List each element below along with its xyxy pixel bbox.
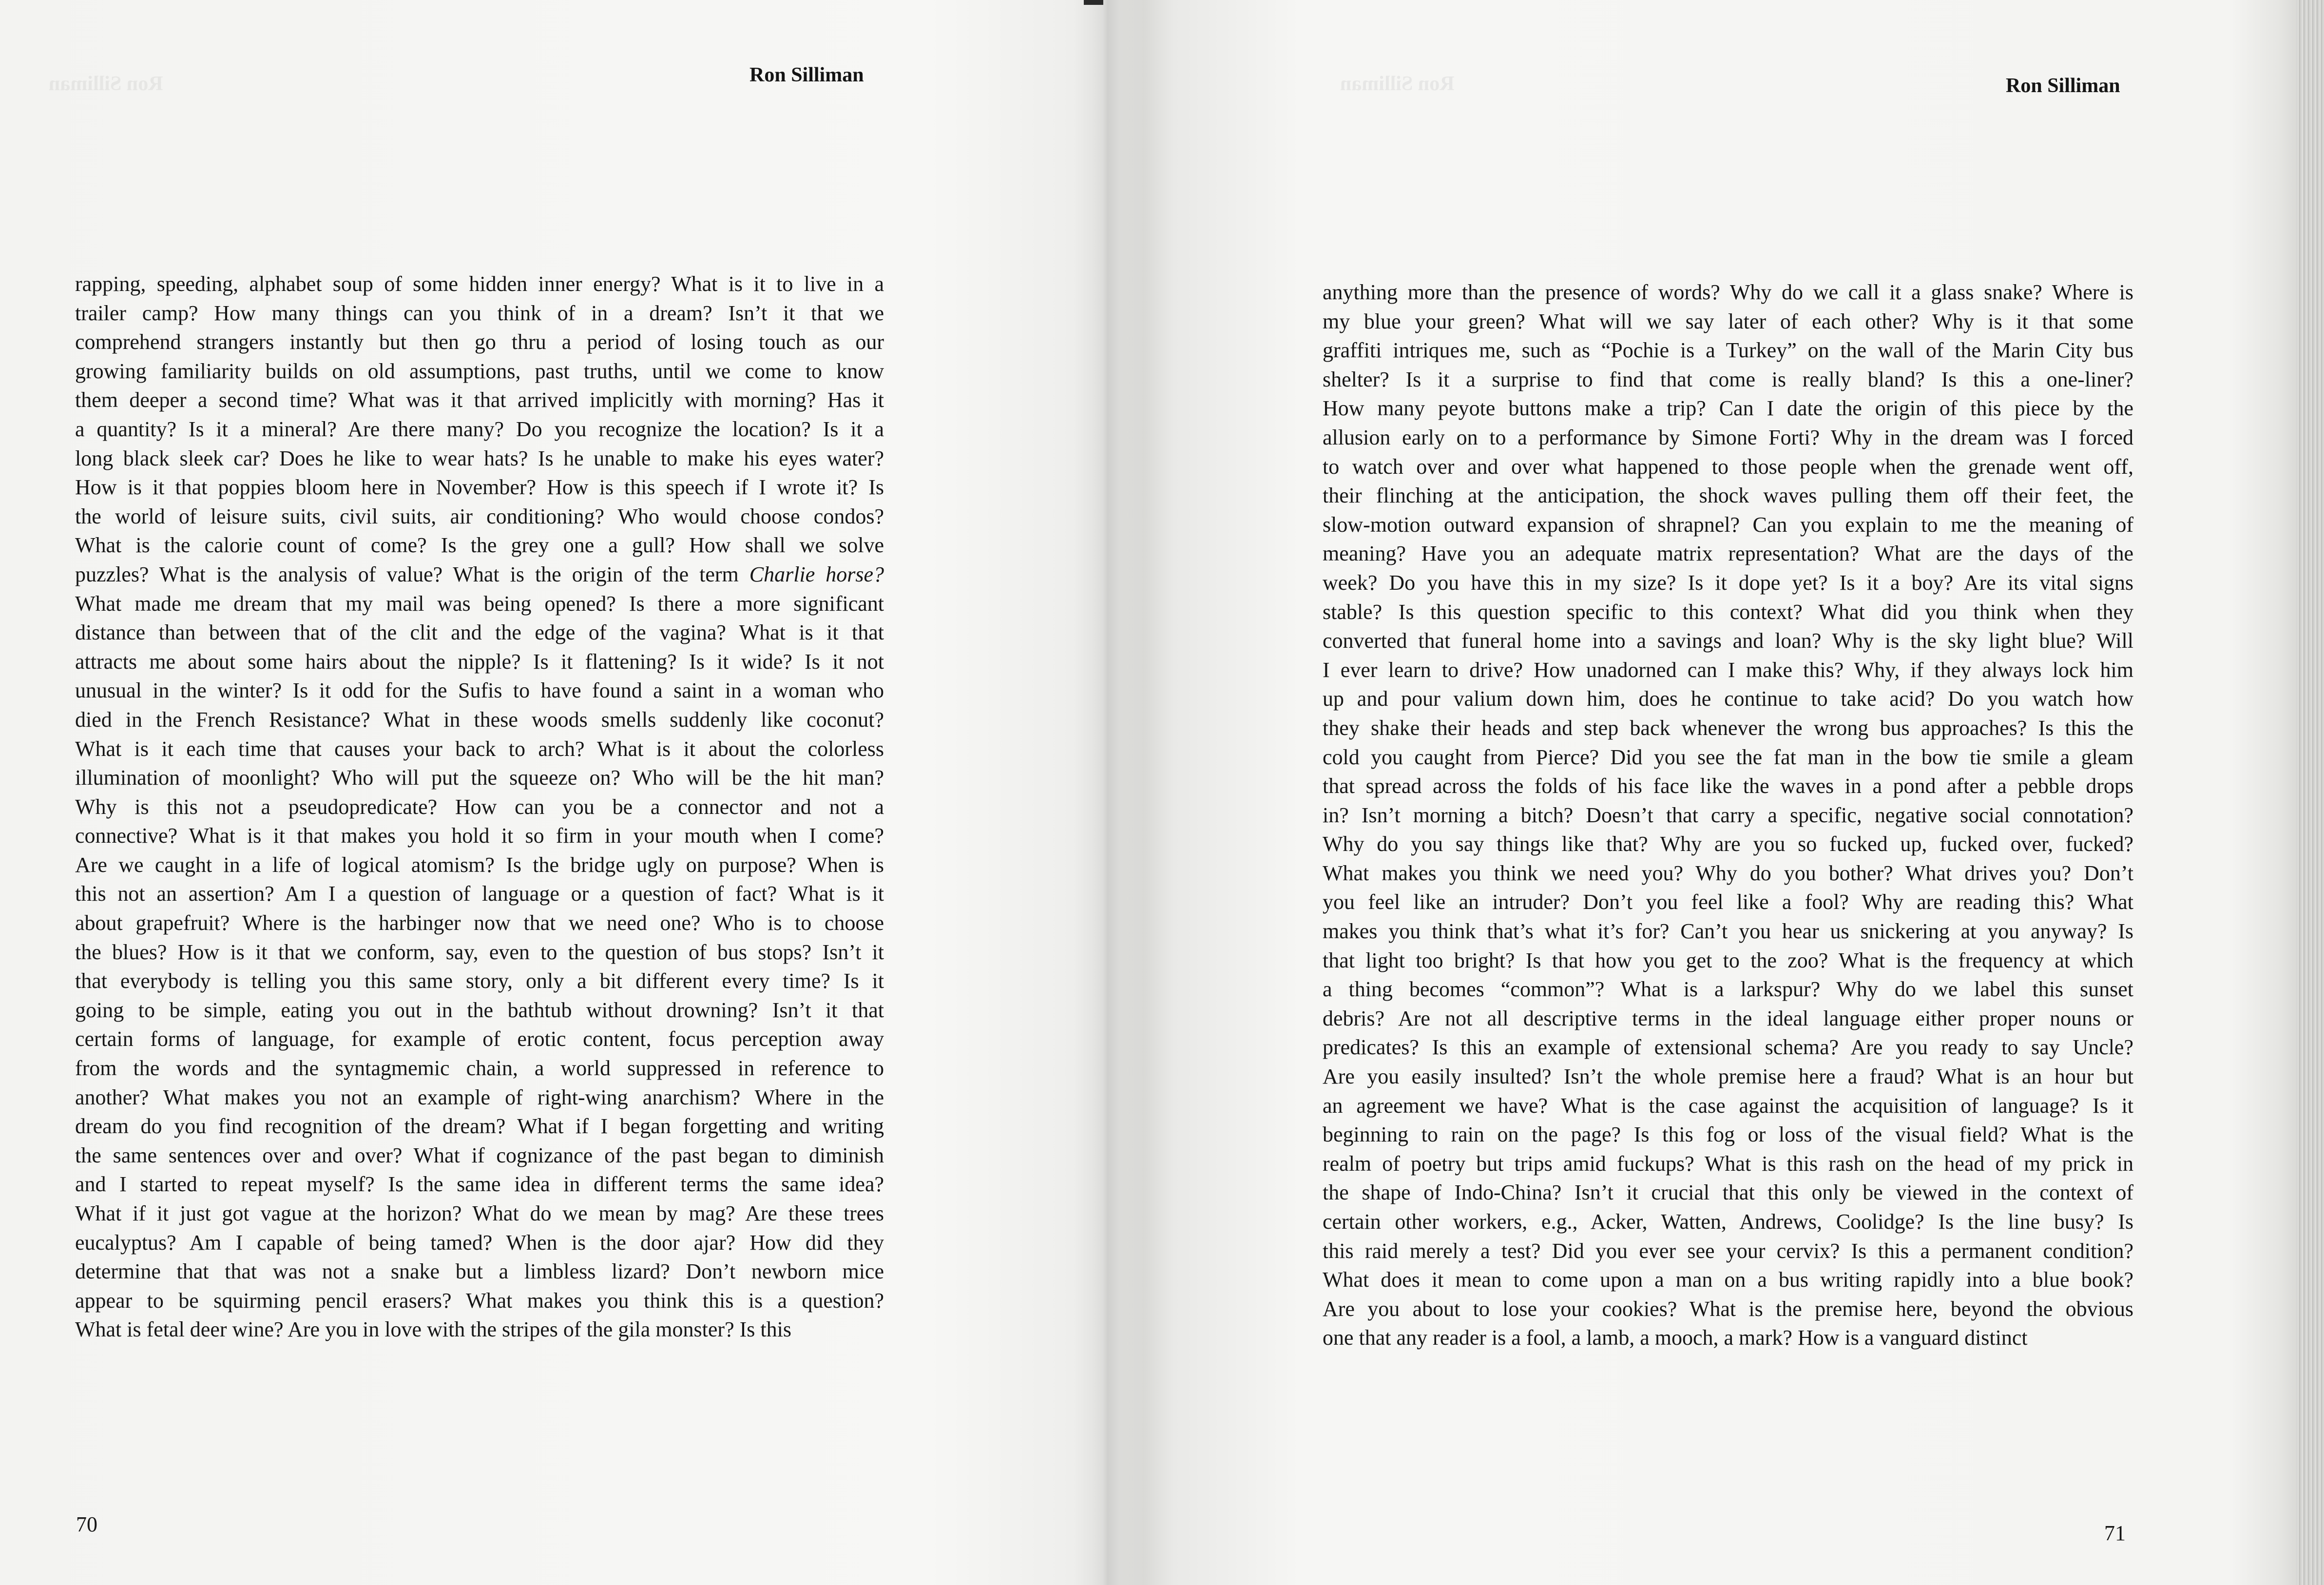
text-line: another? What makes you not an example of right-wing anarchism? Where in the [75,1085,884,1109]
text-line: my blue your green? What will we say later of each other? Why is it that some [1323,309,2133,333]
text-line: Why do you say things like that? Why are you so fucked up, fucked over, fucked? [1323,832,2133,856]
text-line: slow-motion outward expansion of shrapnel? Can you explain to me the meaning of [1323,512,2133,537]
text-line: predicates? Is this an example of extensional schema? Are you ready to say Uncle? [1323,1035,2133,1060]
text-line: How is it that poppies bloom here in November? How is this speech if I wrote it? Is [75,475,884,500]
text-line: up and pour valium down him, does he continue to take acid? Do you watch how [1323,687,2133,711]
text-line: puzzles? What is the analysis of value? What is the origin of the term Charlie horse? [75,562,884,586]
text-line: you feel like an intruder? Don’t you feel like a fool? Why are reading this? What [1323,890,2133,914]
text-line: realm of poetry but trips amid fuckups? What is this rash on the head of my prick in [1323,1151,2133,1176]
text-line: cold you caught from Pierce? Did you see the fat man in the bow tie smile a gleam [1323,745,2133,769]
text-line: died in the French Resistance? What in these woods smells suddenly like coconut? [75,707,884,732]
text-line: the same sentences over and over? What if cognizance of the past began to diminish [75,1143,884,1167]
text-line: illumination of moonlight? Who will put the squeeze on? Who will be the hit man? [75,766,884,790]
text-line: that light too bright? Is that how you get to the zoo? What is the frequency at which [1323,948,2133,972]
text-line: Are you about to lose your cookies? What is the premise here, beyond the obvious [1323,1296,2133,1321]
page-number: 70 [76,1512,97,1536]
text-line: What is the calorie count of come? Is the grey one a gull? How shall we solve [75,533,884,558]
text-line: meaning? Have you an adequate matrix representation? What are the days of the [1323,541,2133,566]
text-line: about grapefruit? Where is the harbinger now that we need one? Who is to choose [75,911,884,935]
text-line: that spread across the folds of his face like the waves in a pond after a pebble drops [1323,774,2133,798]
text-line: makes you think that’s what it’s for? Can’t you hear us snickering at you anyway? Is [1323,919,2133,944]
text-line: Are we caught in a life of logical atomism? Is the bridge ugly on purpose? When is [75,852,884,877]
text-line: determine that that was not a snake but a limbless lizard? Don’t newborn mice [75,1259,884,1284]
text-line: their flinching at the anticipation, the shock waves pulling them off their feet, the [1323,483,2133,508]
text-line: converted that funeral home into a savings and loan? Why is the sky light blue? Will [1323,629,2133,653]
text-line: a quantity? Is it a mineral? Are there many? Do you recognize the location? Is it a [75,417,884,441]
text-line: connective? What is it that makes you hold it so firm in your mouth when I come? [75,824,884,848]
text-line: comprehend strangers instantly but then go thru a period of losing touch as our [75,330,884,354]
text-line: going to be simple, eating you out in the bathtub without drowning? Isn’t it that [75,998,884,1022]
text-line: attracts me about some hairs about the nipple? Is it flattening? Is it wide? Is it not [75,649,884,674]
text-line: What made me dream that my mail was being opened? Is there a more significant [75,591,884,616]
left-page [0,0,1116,1585]
text-line: that everybody is telling you this same story, only a bit different every time? Is it [75,969,884,993]
text-line: What is fetal deer wine? Are you in love with the stripes of the gila monster? Is this [75,1317,791,1342]
text-line: the world of leisure suits, civil suits, air conditioning? Who would choose condos? [75,504,884,528]
text-line: the blues? How is it that we conform, say, even to the question of bus stops? Isn’t it [75,940,884,964]
text-line: one that any reader is a fool, a lamb, a mooch, a mark? How is a vanguard distinct [1323,1326,2028,1350]
text-line: debris? Are not all descriptive terms in the ideal language either proper nouns or [1323,1006,2133,1030]
text-line: they shake their heads and step back whenever the wrong bus approaches? Is this the [1323,715,2133,740]
text-line: What is it each time that causes your back to arch? What is it about the colorless [75,736,884,761]
text-line: How many peyote buttons make a trip? Can I date the origin of this piece by the [1323,396,2133,421]
text-line: a thing becomes “common”? What is a larkspur? Why do we label this sunset [1323,977,2133,1002]
text-line: I ever learn to drive? How unadorned can I make this? Why, if they always lock him [1323,657,2133,682]
text-line: this not an assertion? Am I a question of language or a question of fact? What is it [75,882,884,906]
right-page [1116,0,2295,1585]
running-head: Ron Silliman [2006,75,2120,97]
text-line: beginning to rain on the page? Is this fog or loss of the visual field? What is the [1323,1122,2133,1147]
text-line: them deeper a second time? What was it that arrived implicitly with morning? Has it [75,388,884,412]
text-line: shelter? Is it a surprise to find that come is really bland? Is this a one-liner? [1323,367,2133,391]
text-line: week? Do you have this in my size? Is it dope yet? Is it a boy? Are its vital signs [1323,570,2133,595]
show-through-head: Ron Silliman [1340,73,1455,95]
text-line: What does it mean to come upon a man on a bus writing rapidly into a blue book? [1323,1268,2133,1292]
page-edges [2297,0,2324,1585]
body-text [1323,278,2133,1353]
body-text [75,270,884,1344]
text-line: What if it just got vague at the horizon? What do we mean by mag? Are these trees [75,1201,884,1225]
text-line: Why is this not a pseudopredicate? How can you be a connector and not a [75,794,884,819]
text-line: What makes you think we need you? Why do you bother? What drives you? Don’t [1323,861,2133,885]
text-line: growing familiarity builds on old assumptions, past truths, until we come to know [75,359,884,383]
text-line: from the words and the syntagmemic chain, a world suppressed in reference to [75,1056,884,1081]
text-line: dream do you find recognition of the dream? What if I began forgetting and writing [75,1114,884,1139]
text-line: anything more than the presence of words? Why do we call it a glass snake? Where is [1323,280,2133,304]
text-line: eucalyptus? Am I capable of being tamed? When is the door ajar? How did they [75,1230,884,1255]
text-line: appear to be squirming pencil erasers? What makes you think this is a question? [75,1288,884,1313]
text-line: distance than between that of the clit and the edge of the vagina? What is it that [75,620,884,645]
text-line: stable? Is this question specific to this context? What did you think when they [1323,599,2133,624]
text-line: allusion early on to a performance by Simone Forti? Why in the dream was I forced [1323,425,2133,449]
text-line: Are you easily insulted? Isn’t the whole premise here a fraud? What is an hour but [1323,1064,2133,1089]
page-number: 71 [2104,1521,2126,1545]
running-head: Ron Silliman [749,64,864,86]
text-line: and I started to repeat myself? Is the same idea in different terms the same idea? [75,1172,884,1197]
text-line: an agreement we have? What is the case against the acquisition of language? Is it [1323,1093,2133,1118]
text-line: unusual in the winter? Is it odd for the Sufis to have found a saint in a woman who [75,678,884,703]
text-line: this raid merely a test? Did you ever see your cervix? Is this a permanent condition? [1323,1238,2133,1263]
text-line: in? Isn’t morning a bitch? Doesn’t that carry a specific, negative social connotation? [1323,803,2133,827]
text-line: long black sleek car? Does he like to wear hats? Is he unable to make his eyes water? [75,446,884,470]
text-line: graffiti intriques me, such as “Pochie is a Turkey” on the wall of the Marin City bus [1323,338,2133,363]
text-line: trailer camp? How many things can you think of in a dream? Isn’t it that we [75,301,884,325]
text-line: to watch over and over what happened to those people when the grenade went off, [1323,454,2133,479]
show-through-head: Ron Silliman [49,73,163,95]
text-line: certain forms of language, for example of erotic content, focus perception away [75,1027,884,1051]
text-line: certain other workers, e.g., Acker, Watten, Andrews, Coolidge? Is the line busy? Is [1323,1210,2133,1234]
text-line: the shape of Indo-China? Isn’t it crucial that this only be viewed in the context of [1323,1180,2133,1205]
text-line: rapping, speeding, alphabet soup of some hidden inner energy? What is it to live in a [75,272,884,296]
